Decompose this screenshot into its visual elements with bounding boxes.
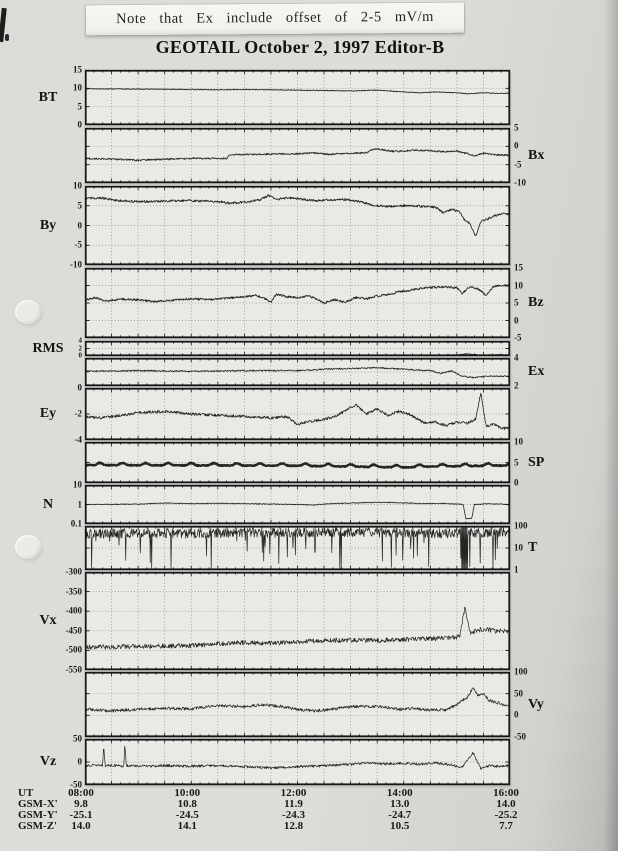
panel-BT	[85, 70, 510, 125]
panel-label-T: T	[528, 540, 538, 555]
ytick-Vz-0: 0	[77, 756, 82, 767]
panel-T	[85, 526, 510, 570]
ephemeris-value: -24.7	[388, 809, 412, 821]
trace-BT	[85, 89, 510, 95]
ytick-Ex-4: 4	[514, 352, 519, 363]
ytick-Ex-2: 2	[514, 380, 519, 391]
panel-canvas-Vx	[85, 572, 510, 670]
ephemeris-value: -24.5	[175, 809, 199, 821]
ytick-Ey--4: -4	[74, 434, 82, 445]
panel-canvas-Ey	[85, 388, 510, 440]
panel-canvas-RMS	[85, 341, 510, 356]
ytick-Bz-10: 10	[514, 280, 523, 290]
ephemeris-value: -25.1	[69, 809, 93, 821]
panel-label-Vx: Vx	[39, 613, 57, 628]
ephemeris-value: 10.8	[177, 798, 197, 810]
panel-canvas-Bx	[85, 128, 510, 183]
panel-label-Vy: Vy	[528, 696, 544, 712]
panel-By	[85, 186, 510, 265]
panel-label-By: By	[39, 217, 57, 233]
ytick-Bz-5: 5	[514, 297, 519, 308]
panel-canvas-By	[85, 186, 510, 265]
ytick-Vx--450: -450	[65, 625, 82, 636]
ytick-SP-10: 10	[514, 436, 523, 447]
ytick-RMS-0: 0	[78, 351, 82, 360]
panel-canvas-BT	[85, 70, 510, 125]
ytick-Vx--350: -350	[65, 586, 82, 597]
ytick-Vx--500: -500	[65, 644, 82, 655]
ephemeris-value: 12.8	[283, 820, 304, 832]
panel-canvas-Bz	[85, 268, 510, 338]
ytick-N-1: 1	[77, 499, 82, 509]
time-tick-label: 16:00	[493, 787, 519, 799]
time-axis-label: UT	[18, 787, 34, 799]
panel-canvas-T	[85, 526, 510, 570]
ytick-Vx--550: -550	[65, 664, 82, 675]
ytick-BT-10: 10	[73, 82, 82, 93]
ephemeris-value: 11.9	[284, 798, 303, 810]
ytick-Ey--2: -2	[74, 408, 82, 419]
page-title: GEOTAIL October 2, 1997 Editor-B	[155, 37, 445, 57]
time-tick-label: 08:00	[68, 787, 94, 799]
ephemeris-value: 9.8	[74, 798, 88, 810]
ytick-Bx-5: 5	[514, 122, 519, 133]
panel-Ey	[85, 388, 510, 440]
panel-Ex	[85, 358, 510, 386]
panel-canvas-SP	[85, 442, 510, 483]
ytick-By-10: 10	[73, 180, 82, 191]
time-tick-label: 10:00	[174, 787, 201, 799]
panel-RMS	[85, 341, 510, 356]
panel-SP	[85, 442, 510, 483]
trace-SP	[85, 463, 510, 468]
ytick-Bz-0: 0	[514, 315, 519, 325]
ytick-SP-5: 5	[514, 457, 519, 467]
note-text: Note that Ex include offset of 2-5 mV/m	[116, 8, 434, 28]
panel-N	[85, 485, 510, 524]
ytick-BT-15: 15	[73, 64, 82, 75]
panel-label-Vz: Vz	[39, 754, 57, 769]
panel-label-Bx: Bx	[528, 147, 545, 163]
ytick-Bx-0: 0	[514, 140, 519, 151]
ytick-RMS-2: 2	[78, 344, 82, 352]
ytick-Vy--50: -50	[514, 731, 526, 742]
ytick-Bx--10: -10	[514, 177, 526, 188]
panel-label-BT: BT	[38, 89, 58, 105]
ytick-Bz-15: 15	[514, 262, 523, 273]
panel-canvas-Vz	[85, 739, 510, 785]
ytick-By--5: -5	[74, 239, 82, 250]
ephemeris-value: -24.3	[282, 809, 305, 821]
panel-label-N: N	[42, 496, 54, 512]
ytick-RMS-4: 4	[78, 336, 82, 345]
ephemeris-value: 14.0	[71, 820, 91, 832]
panel-canvas-N	[85, 485, 510, 524]
trace-Bz	[85, 285, 510, 304]
ytick-Vx--300: -300	[65, 566, 82, 577]
ytick-T-100: 100	[514, 520, 528, 531]
panel-label-Ex: Ex	[528, 364, 545, 379]
panel-Vy	[85, 672, 510, 737]
hole-punch-top	[15, 300, 41, 324]
ytick-Bz--5: -5	[514, 332, 522, 343]
ytick-Vy-0: 0	[514, 709, 519, 720]
ytick-BT-0: 0	[77, 119, 82, 130]
ephemeris-value: 14.1	[177, 820, 197, 832]
ephemeris-value: 13.0	[390, 798, 410, 810]
ytick-Vz--50: -50	[70, 779, 82, 790]
panel-canvas-Ex	[85, 358, 510, 386]
ephemeris-row-label-2: GSM-Y'	[18, 809, 58, 821]
panel-label-Bz: Bz	[528, 295, 544, 310]
panel-label-Ey: Ey	[39, 406, 57, 421]
ephemeris-row-label-3: GSM-Z'	[18, 820, 58, 832]
ephemeris-value: -25.2	[494, 809, 518, 821]
scan-artifact-corner-dot	[5, 34, 9, 41]
ytick-By--10: -10	[70, 259, 82, 270]
ytick-By-5: 5	[77, 200, 82, 211]
scan-artifact-edge-shade	[604, 0, 618, 851]
ytick-T-1: 1	[514, 564, 519, 575]
ytick-N-0.1: 0.1	[70, 518, 82, 529]
note-strip	[86, 3, 464, 36]
ytick-Vz-50: 50	[73, 733, 82, 744]
panel-label-SP: SP	[528, 454, 545, 470]
ytick-Vy-50: 50	[514, 688, 523, 699]
trace-N	[85, 502, 510, 519]
ytick-Vx--400: -400	[65, 605, 82, 616]
ytick-N-10: 10	[73, 479, 82, 490]
ytick-BT-5: 5	[77, 101, 82, 112]
panel-label-RMS: RMS	[32, 340, 64, 356]
panel-Vz	[85, 739, 510, 785]
ephemeris-row-label-1: GSM-X'	[18, 798, 58, 810]
time-tick-label: 12:00	[280, 787, 307, 799]
ytick-By-0: 0	[77, 220, 82, 230]
ytick-Bx--5: -5	[514, 159, 522, 170]
ephemeris-value: 14.0	[496, 798, 516, 810]
ytick-SP-0: 0	[514, 477, 519, 488]
ytick-T-10: 10	[514, 542, 523, 553]
time-tick-label: 14:00	[386, 787, 413, 799]
ephemeris-value: 10.5	[390, 820, 410, 832]
panel-canvas-Vy	[85, 672, 510, 737]
panel-Bx	[85, 128, 510, 183]
panel-Vx	[85, 572, 510, 670]
ytick-Vy-100: 100	[514, 666, 528, 677]
ephemeris-value: 7.7	[499, 820, 513, 832]
panel-Bz	[85, 268, 510, 338]
hole-punch-bottom	[15, 535, 41, 559]
ytick-Ey-0: 0	[77, 382, 82, 393]
